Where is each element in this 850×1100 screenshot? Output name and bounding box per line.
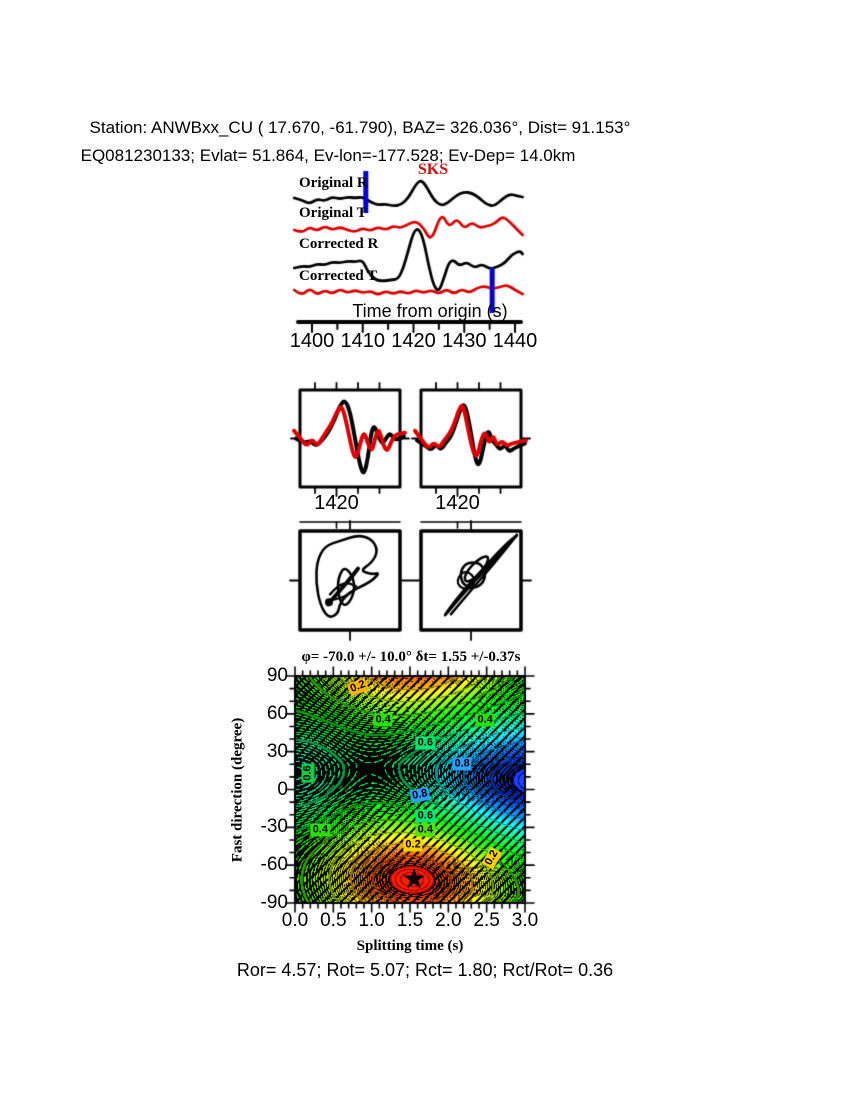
trace-label: Corrected R — [299, 236, 379, 252]
contour-x-tick-label: 3.0 — [511, 910, 539, 931]
time-tick-label: 1400 — [289, 330, 335, 352]
trace-label: Original R — [299, 175, 368, 191]
contour-value-label: 0.6 — [417, 809, 433, 822]
time-tick-label: 1410 — [340, 330, 385, 352]
contour-x-tick-label: 2.5 — [473, 910, 500, 931]
contour-x-tick-label: 1.0 — [358, 910, 385, 931]
contour-y-tick-label: -90 — [260, 892, 288, 913]
contour-value-label: 0.8 — [454, 757, 470, 770]
contour-y-tick-label: 0 — [277, 778, 288, 800]
contour-value-label: 0.2 — [346, 678, 369, 697]
time-axis-label: Time from origin (s) — [352, 301, 508, 321]
contour-value-label: 0.4 — [312, 823, 328, 836]
window-tick-label: 1420 — [435, 492, 480, 514]
contour-value-label: 0.2 — [482, 846, 503, 869]
time-tick-label: 1440 — [492, 330, 538, 352]
contour-title: φ= -70.0 +/- 10.0° δt= 1.55 +/-0.37s — [301, 649, 521, 665]
contour-y-tick-label: -30 — [260, 816, 288, 838]
phase-label: SKS — [417, 161, 449, 178]
contour-y-tick-label: 60 — [266, 702, 288, 724]
trace-label: Corrected T — [299, 268, 378, 284]
contour-value-label: 0.6 — [301, 765, 314, 781]
window-tick-label: 1420 — [314, 492, 359, 514]
best-fit-star: ★ — [401, 862, 427, 895]
contour-x-tick-label: 0.5 — [320, 910, 347, 931]
contour-value-label: 0.4 — [417, 823, 433, 836]
contour-value-label: 0.4 — [375, 713, 391, 726]
station-title: Station: ANWBxx_CU ( 17.670, -61.790), BAZ= 326.036°, Dist= 91.153° — [89, 118, 631, 137]
contour-x-tick-label: 1.5 — [396, 910, 424, 931]
time-tick-label: 1420 — [391, 330, 436, 352]
contour-y-tick-label: 90 — [266, 665, 288, 686]
contour-y-tick-label: -60 — [260, 854, 288, 876]
contour-value-label: 0.8 — [409, 786, 431, 803]
result-stats: Ror= 4.57; Rot= 5.07; Rct= 1.80; Rct/Rot= 0.36 — [236, 960, 614, 980]
event-subtitle: EQ081230133; Evlat= 51.864, Ev-lon=-177.528; Ev-Dep= 14.0km — [80, 146, 576, 165]
contour-x-tick-label: 2.0 — [435, 910, 462, 931]
contour-y-tick-label: 30 — [266, 740, 288, 762]
contour-value-label: 0.4 — [477, 713, 493, 726]
contour-x-tick-label: 0.0 — [281, 910, 309, 931]
contour-value-label: 0.6 — [417, 736, 433, 749]
contour-value-label: 0.2 — [405, 838, 421, 851]
contour-y-axis-label: Fast direction (degree) — [229, 717, 246, 863]
trace-label: Original T — [299, 205, 367, 221]
contour-x-axis-label: Splitting time (s) — [356, 938, 464, 954]
time-tick-label: 1430 — [442, 330, 487, 352]
